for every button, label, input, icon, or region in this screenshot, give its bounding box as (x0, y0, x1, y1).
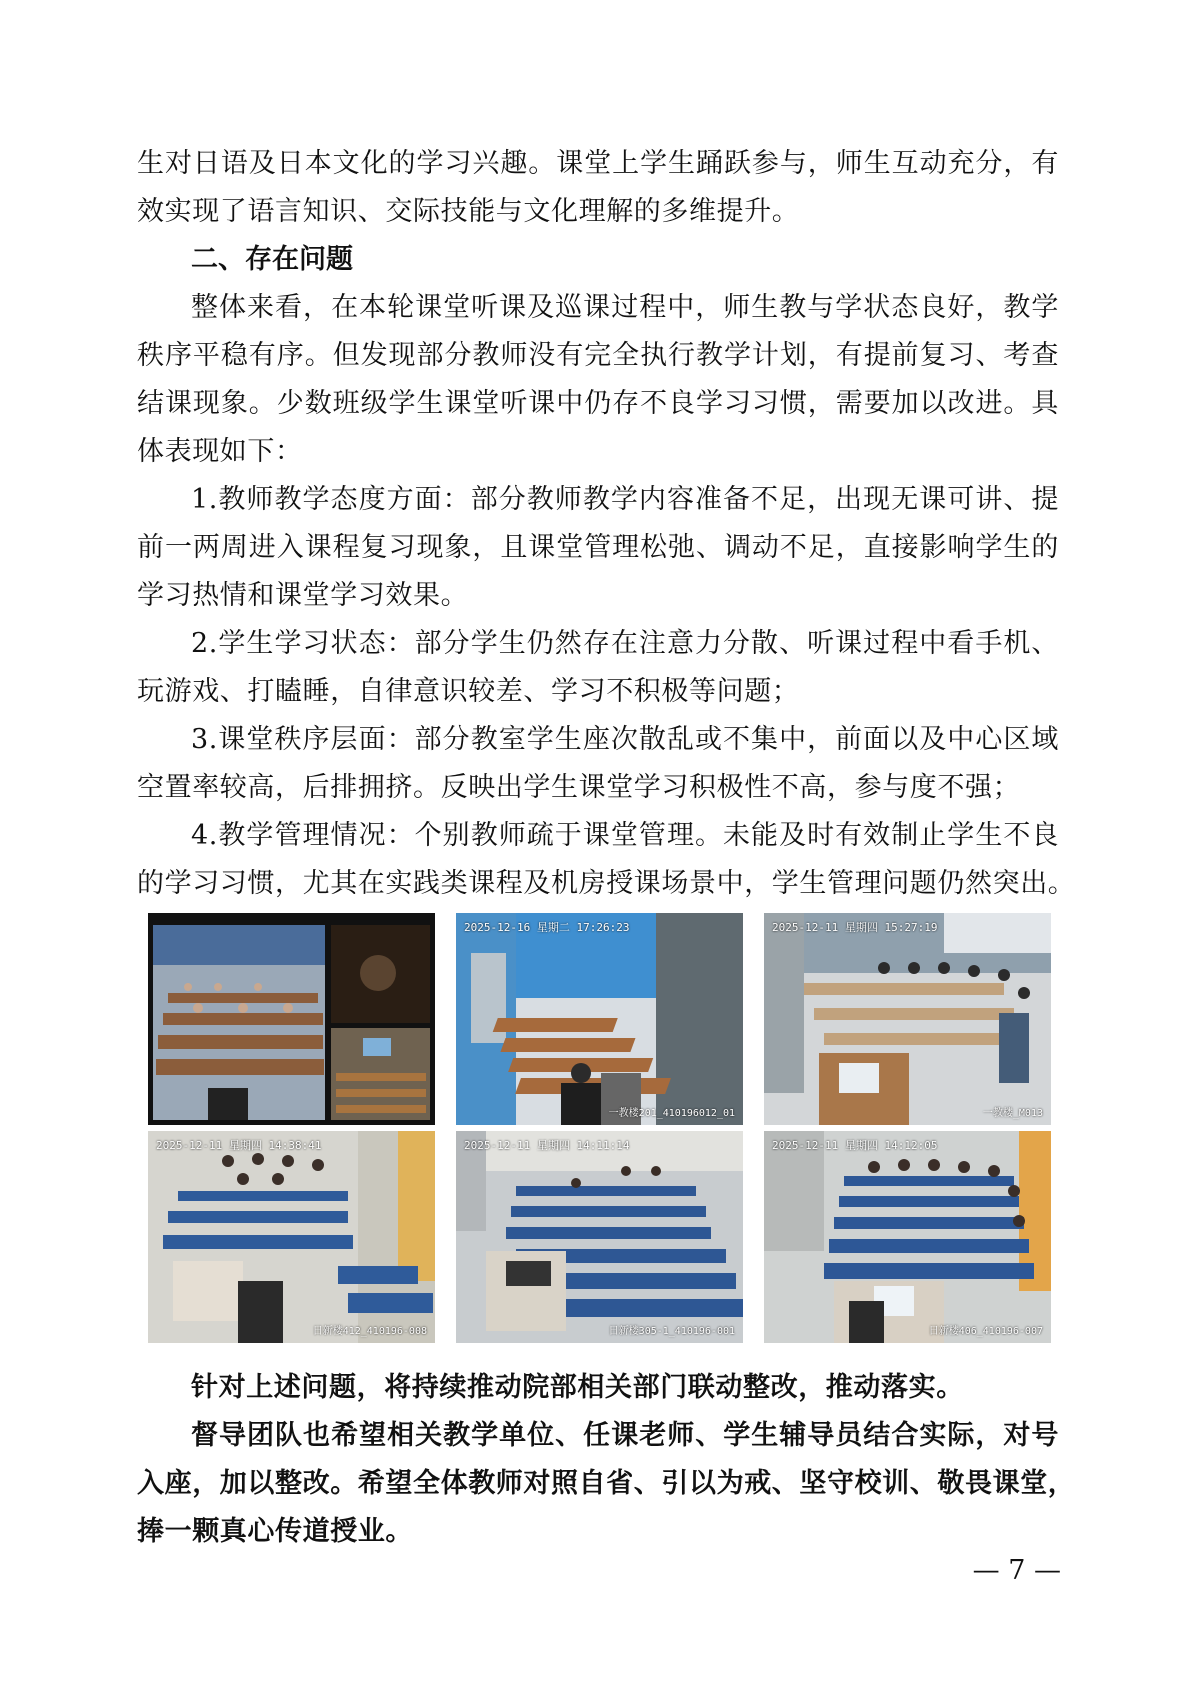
paragraph-line: 秩序平稳有序。但发现部分教师没有完全执行教学计划，有提前复习、考查 (137, 340, 1059, 371)
list-item-line: 玩游戏、打瞌睡，自律意识较差、学习不积极等问题； (137, 676, 800, 707)
paragraph-line: 效实现了语言知识、交际技能与文化理解的多维提升。 (137, 196, 800, 227)
photo-camera-label: 日新楼305-1_410196-001 (608, 1326, 735, 1337)
list-item-line: 2.学生学习状态：部分学生仍然存在注意力分散、听课过程中看手机、 (191, 628, 1059, 659)
paragraph-line: 体表现如下： (137, 436, 303, 467)
bold-paragraph-line: 针对上述问题，将持续推动院部相关部门联动整改，推动落实。 (191, 1372, 964, 1403)
list-item-line: 1.教师教学态度方面：部分教师教学内容准备不足，出现无课可讲、提 (191, 484, 1059, 515)
photo-camera-label: 一教楼_M013 (982, 1108, 1043, 1119)
bold-paragraph-line: 捧一颗真心传道授业。 (137, 1516, 413, 1547)
photo-camera-label: 日新楼406_410196-007 (928, 1326, 1043, 1337)
list-item-line: 前一两周进入课程复习现象，且课堂管理松弛、调动不足，直接影响学生的 (137, 532, 1059, 563)
classroom-photo-3 (764, 913, 1051, 1125)
section-heading: 二、存在问题 (191, 244, 353, 275)
photo-timestamp: 2025-12-11 星期四 14:12:05 (772, 1139, 938, 1152)
photo-camera-label: 日新楼412_410196-008 (312, 1326, 427, 1337)
list-item-line: 3.课堂秩序层面：部分教室学生座次散乱或不集中，前面以及中心区域 (191, 724, 1059, 755)
list-item-line: 学习热情和课堂学习效果。 (137, 580, 469, 611)
photo-timestamp: 2025-12-11 星期四 14:11:14 (464, 1139, 630, 1152)
paragraph-line: 整体来看，在本轮课堂听课及巡课过程中，师生教与学状态良好，教学 (191, 292, 1059, 323)
classroom-photo-grid (148, 913, 1051, 1343)
list-item-line: 的学习习惯，尤其在实践类课程及机房授课场景中，学生管理问题仍然突出。 (137, 868, 1076, 899)
classroom-photo-4 (148, 1131, 435, 1343)
classroom-photo-1 (148, 913, 435, 1125)
classroom-photo-2 (456, 913, 743, 1125)
classroom-photo-6 (764, 1131, 1051, 1343)
paragraph-line: 结课现象。少数班级学生课堂听课中仍存不良学习习惯，需要加以改进。具 (137, 388, 1059, 419)
list-item-line: 4.教学管理情况：个别教师疏于课堂管理。未能及时有效制止学生不良 (191, 820, 1059, 851)
photo-timestamp: 2025-12-16 星期二 17:26:23 (464, 921, 630, 934)
photo-timestamp: 2025-12-11 星期四 14:38:41 (156, 1139, 322, 1152)
paragraph-line: 生对日语及日本文化的学习兴趣。课堂上学生踊跃参与，师生互动充分，有 (137, 148, 1059, 179)
photo-timestamp: 2025-12-11 星期四 15:27:19 (772, 921, 938, 934)
classroom-photo-5 (456, 1131, 743, 1343)
photo-camera-label: 一教楼201_410196012_01 (608, 1108, 735, 1119)
bold-paragraph-line: 督导团队也希望相关教学单位、任课老师、学生辅导员结合实际，对号 (191, 1420, 1059, 1451)
bold-paragraph-line: 入座，加以整改。希望全体教师对照自省、引以为戒、坚守校训、敬畏课堂， (137, 1468, 1076, 1499)
list-item-line: 空置率较高，后排拥挤。反映出学生课堂学习积极性不高，参与度不强； (137, 772, 1021, 803)
page-number: — 7 — (972, 1555, 1061, 1586)
